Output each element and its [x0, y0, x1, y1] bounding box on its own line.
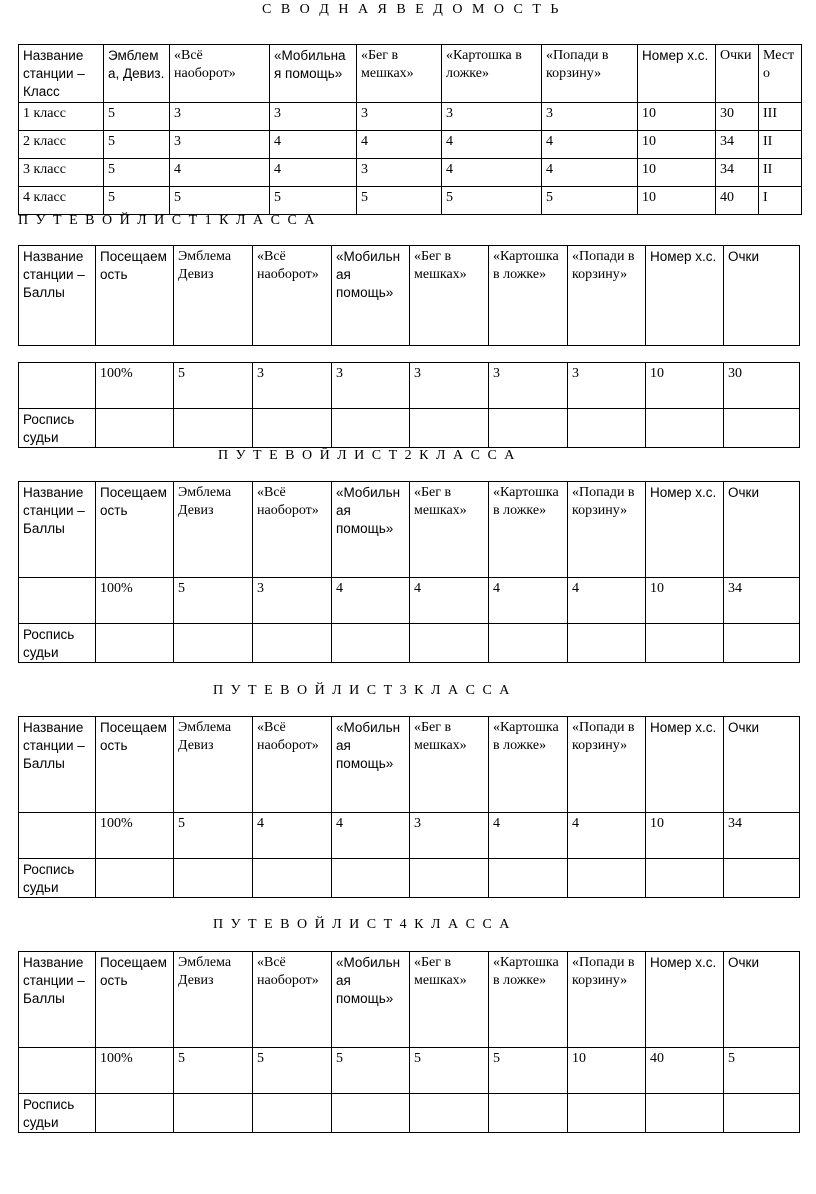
- table-cell: 2 класс: [19, 131, 104, 159]
- table-cell: 5: [332, 1048, 410, 1094]
- summary-header-row: [19, 45, 802, 103]
- table-cell: 5: [170, 187, 270, 215]
- signature-cell: [646, 624, 724, 663]
- table-cell: 3: [170, 131, 270, 159]
- signature-cell: [253, 624, 332, 663]
- header-cell: «Мобильная помощь»: [332, 246, 410, 346]
- header-cell: Название станции – Баллы: [19, 482, 96, 578]
- judge-signature-label: Роспись судьи: [19, 624, 96, 663]
- signature-cell: [489, 624, 568, 663]
- table-cell: 3: [410, 363, 489, 409]
- table-cell: 40: [716, 187, 759, 215]
- table-cell: 3: [270, 103, 357, 131]
- header-cell: Посещаемость: [96, 246, 174, 346]
- header-cell: Посещаемость: [96, 482, 174, 578]
- table-cell: 34: [716, 131, 759, 159]
- header-cell: «Попади в корзину»: [568, 717, 646, 813]
- table-cell: 34: [716, 159, 759, 187]
- judge-signature-row: [19, 624, 800, 663]
- table-cell: II: [759, 131, 802, 159]
- header-cell: «Картошка в ложке»: [489, 717, 568, 813]
- table-cell: 4: [253, 813, 332, 859]
- header-cell: Название станции – Баллы: [19, 717, 96, 813]
- table-cell: 3: [357, 103, 442, 131]
- header-cell: Эмблема Девиз: [174, 952, 253, 1048]
- header-cell: «Мобильная помощь»: [270, 45, 357, 103]
- header-cell: «Всё наоборот»: [253, 952, 332, 1048]
- table-cell: 3: [253, 578, 332, 624]
- table-row: [19, 103, 802, 131]
- judge-signature-row: [19, 409, 800, 448]
- table-cell: 3: [542, 103, 638, 131]
- header-cell: «Бег в мешках»: [357, 45, 442, 103]
- table-cell: 5: [253, 1048, 332, 1094]
- table-cell: 100%: [96, 578, 174, 624]
- header-cell: «Попади в корзину»: [542, 45, 638, 103]
- table-cell: 10: [638, 103, 716, 131]
- table-cell: 1 класс: [19, 103, 104, 131]
- signature-cell: [174, 859, 253, 898]
- table-cell: [19, 363, 96, 409]
- header-cell: Номер х.с.: [646, 246, 724, 346]
- signature-cell: [332, 409, 410, 448]
- header-cell: Название станции – Класс: [19, 45, 104, 103]
- header-cell: Очки: [724, 952, 800, 1048]
- header-cell: «Картошка в ложке»: [489, 482, 568, 578]
- header-cell: «Всё наоборот»: [170, 45, 270, 103]
- summary-title: С В О Д Н А Я В Е Д О М О С Т Ь: [262, 2, 562, 17]
- table-cell: 40: [646, 1048, 724, 1094]
- table-cell: 4: [542, 131, 638, 159]
- signature-cell: [724, 859, 800, 898]
- table-cell: I: [759, 187, 802, 215]
- table-cell: 100%: [96, 1048, 174, 1094]
- sheet-2-header-table: [18, 481, 800, 663]
- header-cell: «Мобильная помощь»: [332, 952, 410, 1048]
- table-cell: 4: [489, 813, 568, 859]
- signature-cell: [489, 1094, 568, 1133]
- table-cell: 3: [568, 363, 646, 409]
- signature-cell: [646, 859, 724, 898]
- table-cell: [19, 813, 96, 859]
- header-cell: Номер х.с.: [646, 482, 724, 578]
- table-cell: 4: [170, 159, 270, 187]
- header-cell: Посещаемость: [96, 952, 174, 1048]
- table-cell: 5: [104, 103, 170, 131]
- header-cell: «Всё наоборот»: [253, 717, 332, 813]
- signature-cell: [332, 1094, 410, 1133]
- table-cell: 5: [724, 1048, 800, 1094]
- table-cell: 5: [174, 363, 253, 409]
- header-cell: «Картошка в ложке»: [489, 952, 568, 1048]
- table-cell: 3: [357, 159, 442, 187]
- table-row: [19, 131, 802, 159]
- sheet-header-row: [19, 952, 800, 1048]
- judge-signature-label: Роспись судьи: [19, 409, 96, 448]
- table-cell: 34: [724, 578, 800, 624]
- header-cell: «Всё наоборот»: [253, 246, 332, 346]
- signature-cell: [568, 409, 646, 448]
- table-cell: III: [759, 103, 802, 131]
- judge-signature-row: [19, 1094, 800, 1133]
- table-cell: 5: [104, 131, 170, 159]
- header-cell: Эмблема Девиз: [174, 246, 253, 346]
- header-cell: Посещаемость: [96, 717, 174, 813]
- table-cell: 3: [253, 363, 332, 409]
- table-cell: 4 класс: [19, 187, 104, 215]
- signature-cell: [332, 859, 410, 898]
- table-cell: 3: [332, 363, 410, 409]
- header-cell: Номер х.с.: [646, 952, 724, 1048]
- signature-cell: [410, 624, 489, 663]
- table-cell: 5: [357, 187, 442, 215]
- header-cell: Очки: [724, 482, 800, 578]
- judge-signature-label: Роспись судьи: [19, 1094, 96, 1133]
- table-row: [19, 578, 800, 624]
- header-cell: Эмблема Девиз: [174, 482, 253, 578]
- sheet-header-row: [19, 482, 800, 578]
- sheet-4-title: П У Т Е В О Й Л И С Т 4 К Л А С С А: [213, 917, 512, 932]
- signature-cell: [96, 1094, 174, 1133]
- table-row: [19, 159, 802, 187]
- signature-cell: [253, 859, 332, 898]
- table-cell: 4: [568, 813, 646, 859]
- table-cell: 10: [638, 159, 716, 187]
- header-cell: «Попади в корзину»: [568, 246, 646, 346]
- signature-cell: [724, 1094, 800, 1133]
- header-cell: Номер х.с.: [638, 45, 716, 103]
- table-cell: 5: [104, 159, 170, 187]
- header-cell: Очки: [724, 717, 800, 813]
- header-cell: «Картошка в ложке»: [489, 246, 568, 346]
- table-cell: 3: [410, 813, 489, 859]
- sheet-1-values-table: [18, 362, 800, 448]
- header-cell: Название станции – Баллы: [19, 246, 96, 346]
- table-cell: 5: [410, 1048, 489, 1094]
- header-cell: Эмблема Девиз: [174, 717, 253, 813]
- signature-cell: [174, 1094, 253, 1133]
- signature-cell: [253, 1094, 332, 1133]
- table-cell: 3: [489, 363, 568, 409]
- table-cell: 34: [724, 813, 800, 859]
- table-cell: 3 класс: [19, 159, 104, 187]
- signature-cell: [568, 859, 646, 898]
- header-cell: Место: [759, 45, 802, 103]
- signature-cell: [332, 624, 410, 663]
- signature-cell: [174, 409, 253, 448]
- signature-cell: [174, 624, 253, 663]
- signature-cell: [96, 859, 174, 898]
- table-cell: 5: [174, 813, 253, 859]
- table-cell: 10: [646, 813, 724, 859]
- judge-signature-label: Роспись судьи: [19, 859, 96, 898]
- table-cell: 5: [542, 187, 638, 215]
- table-cell: 3: [170, 103, 270, 131]
- sheet-header-row: [19, 717, 800, 813]
- header-cell: Очки: [724, 246, 800, 346]
- signature-cell: [568, 624, 646, 663]
- sheet-header-row: [19, 246, 800, 346]
- table-cell: 4: [270, 159, 357, 187]
- table-cell: 4: [410, 578, 489, 624]
- header-cell: «Картошка в ложке»: [442, 45, 542, 103]
- header-cell: «Бег в мешках»: [410, 717, 489, 813]
- summary-table: [18, 44, 802, 215]
- header-cell: «Бег в мешках»: [410, 482, 489, 578]
- table-cell: 10: [638, 131, 716, 159]
- table-cell: II: [759, 159, 802, 187]
- signature-cell: [724, 624, 800, 663]
- table-cell: 4: [489, 578, 568, 624]
- signature-cell: [646, 409, 724, 448]
- table-cell: 4: [568, 578, 646, 624]
- signature-cell: [489, 859, 568, 898]
- sheet-1-title: П У Т Е В О Й Л И С Т 1 К Л А С С А: [18, 213, 317, 228]
- table-row: [19, 1048, 800, 1094]
- table-row: [19, 813, 800, 859]
- table-cell: 4: [270, 131, 357, 159]
- table-cell: 10: [646, 363, 724, 409]
- header-cell: «Мобильная помощь»: [332, 717, 410, 813]
- table-cell: 4: [442, 159, 542, 187]
- table-cell: 5: [489, 1048, 568, 1094]
- signature-cell: [489, 409, 568, 448]
- header-cell: Номер х.с.: [646, 717, 724, 813]
- table-cell: 100%: [96, 813, 174, 859]
- table-cell: 5: [174, 578, 253, 624]
- table-cell: 10: [568, 1048, 646, 1094]
- table-cell: 30: [716, 103, 759, 131]
- signature-cell: [724, 409, 800, 448]
- table-row: [19, 187, 802, 215]
- table-cell: 4: [542, 159, 638, 187]
- signature-cell: [96, 624, 174, 663]
- table-cell: 10: [646, 578, 724, 624]
- sheet-3-header-table: [18, 716, 800, 898]
- header-cell: «Попади в корзину»: [568, 482, 646, 578]
- header-cell: «Бег в мешках»: [410, 952, 489, 1048]
- signature-cell: [410, 859, 489, 898]
- table-cell: 4: [332, 813, 410, 859]
- header-cell: «Мобильная помощь»: [332, 482, 410, 578]
- table-cell: 3: [442, 103, 542, 131]
- sheet-1-header-table: [18, 245, 800, 346]
- table-cell: 5: [442, 187, 542, 215]
- table-cell: [19, 1048, 96, 1094]
- sheet-4-header-table: [18, 951, 800, 1133]
- table-cell: 10: [638, 187, 716, 215]
- signature-cell: [96, 409, 174, 448]
- table-cell: 100%: [96, 363, 174, 409]
- table-cell: 4: [442, 131, 542, 159]
- header-cell: «Бег в мешках»: [410, 246, 489, 346]
- signature-cell: [568, 1094, 646, 1133]
- table-cell: 30: [724, 363, 800, 409]
- table-cell: 4: [332, 578, 410, 624]
- table-cell: 5: [174, 1048, 253, 1094]
- header-cell: Эмблема, Девиз.: [104, 45, 170, 103]
- table-cell: 5: [104, 187, 170, 215]
- header-cell: «Всё наоборот»: [253, 482, 332, 578]
- header-cell: Название станции – Баллы: [19, 952, 96, 1048]
- table-cell: 4: [357, 131, 442, 159]
- judge-signature-row: [19, 859, 800, 898]
- table-row: [19, 363, 800, 409]
- header-cell: «Попади в корзину»: [568, 952, 646, 1048]
- signature-cell: [646, 1094, 724, 1133]
- header-cell: Очки: [716, 45, 759, 103]
- table-cell: 5: [270, 187, 357, 215]
- signature-cell: [410, 409, 489, 448]
- table-cell: [19, 578, 96, 624]
- signature-cell: [410, 1094, 489, 1133]
- sheet-2-title: П У Т Е В О Й Л И С Т 2 К Л А С С А: [218, 448, 517, 463]
- signature-cell: [253, 409, 332, 448]
- sheet-3-title: П У Т Е В О Й Л И С Т 3 К Л А С С А: [213, 683, 512, 698]
